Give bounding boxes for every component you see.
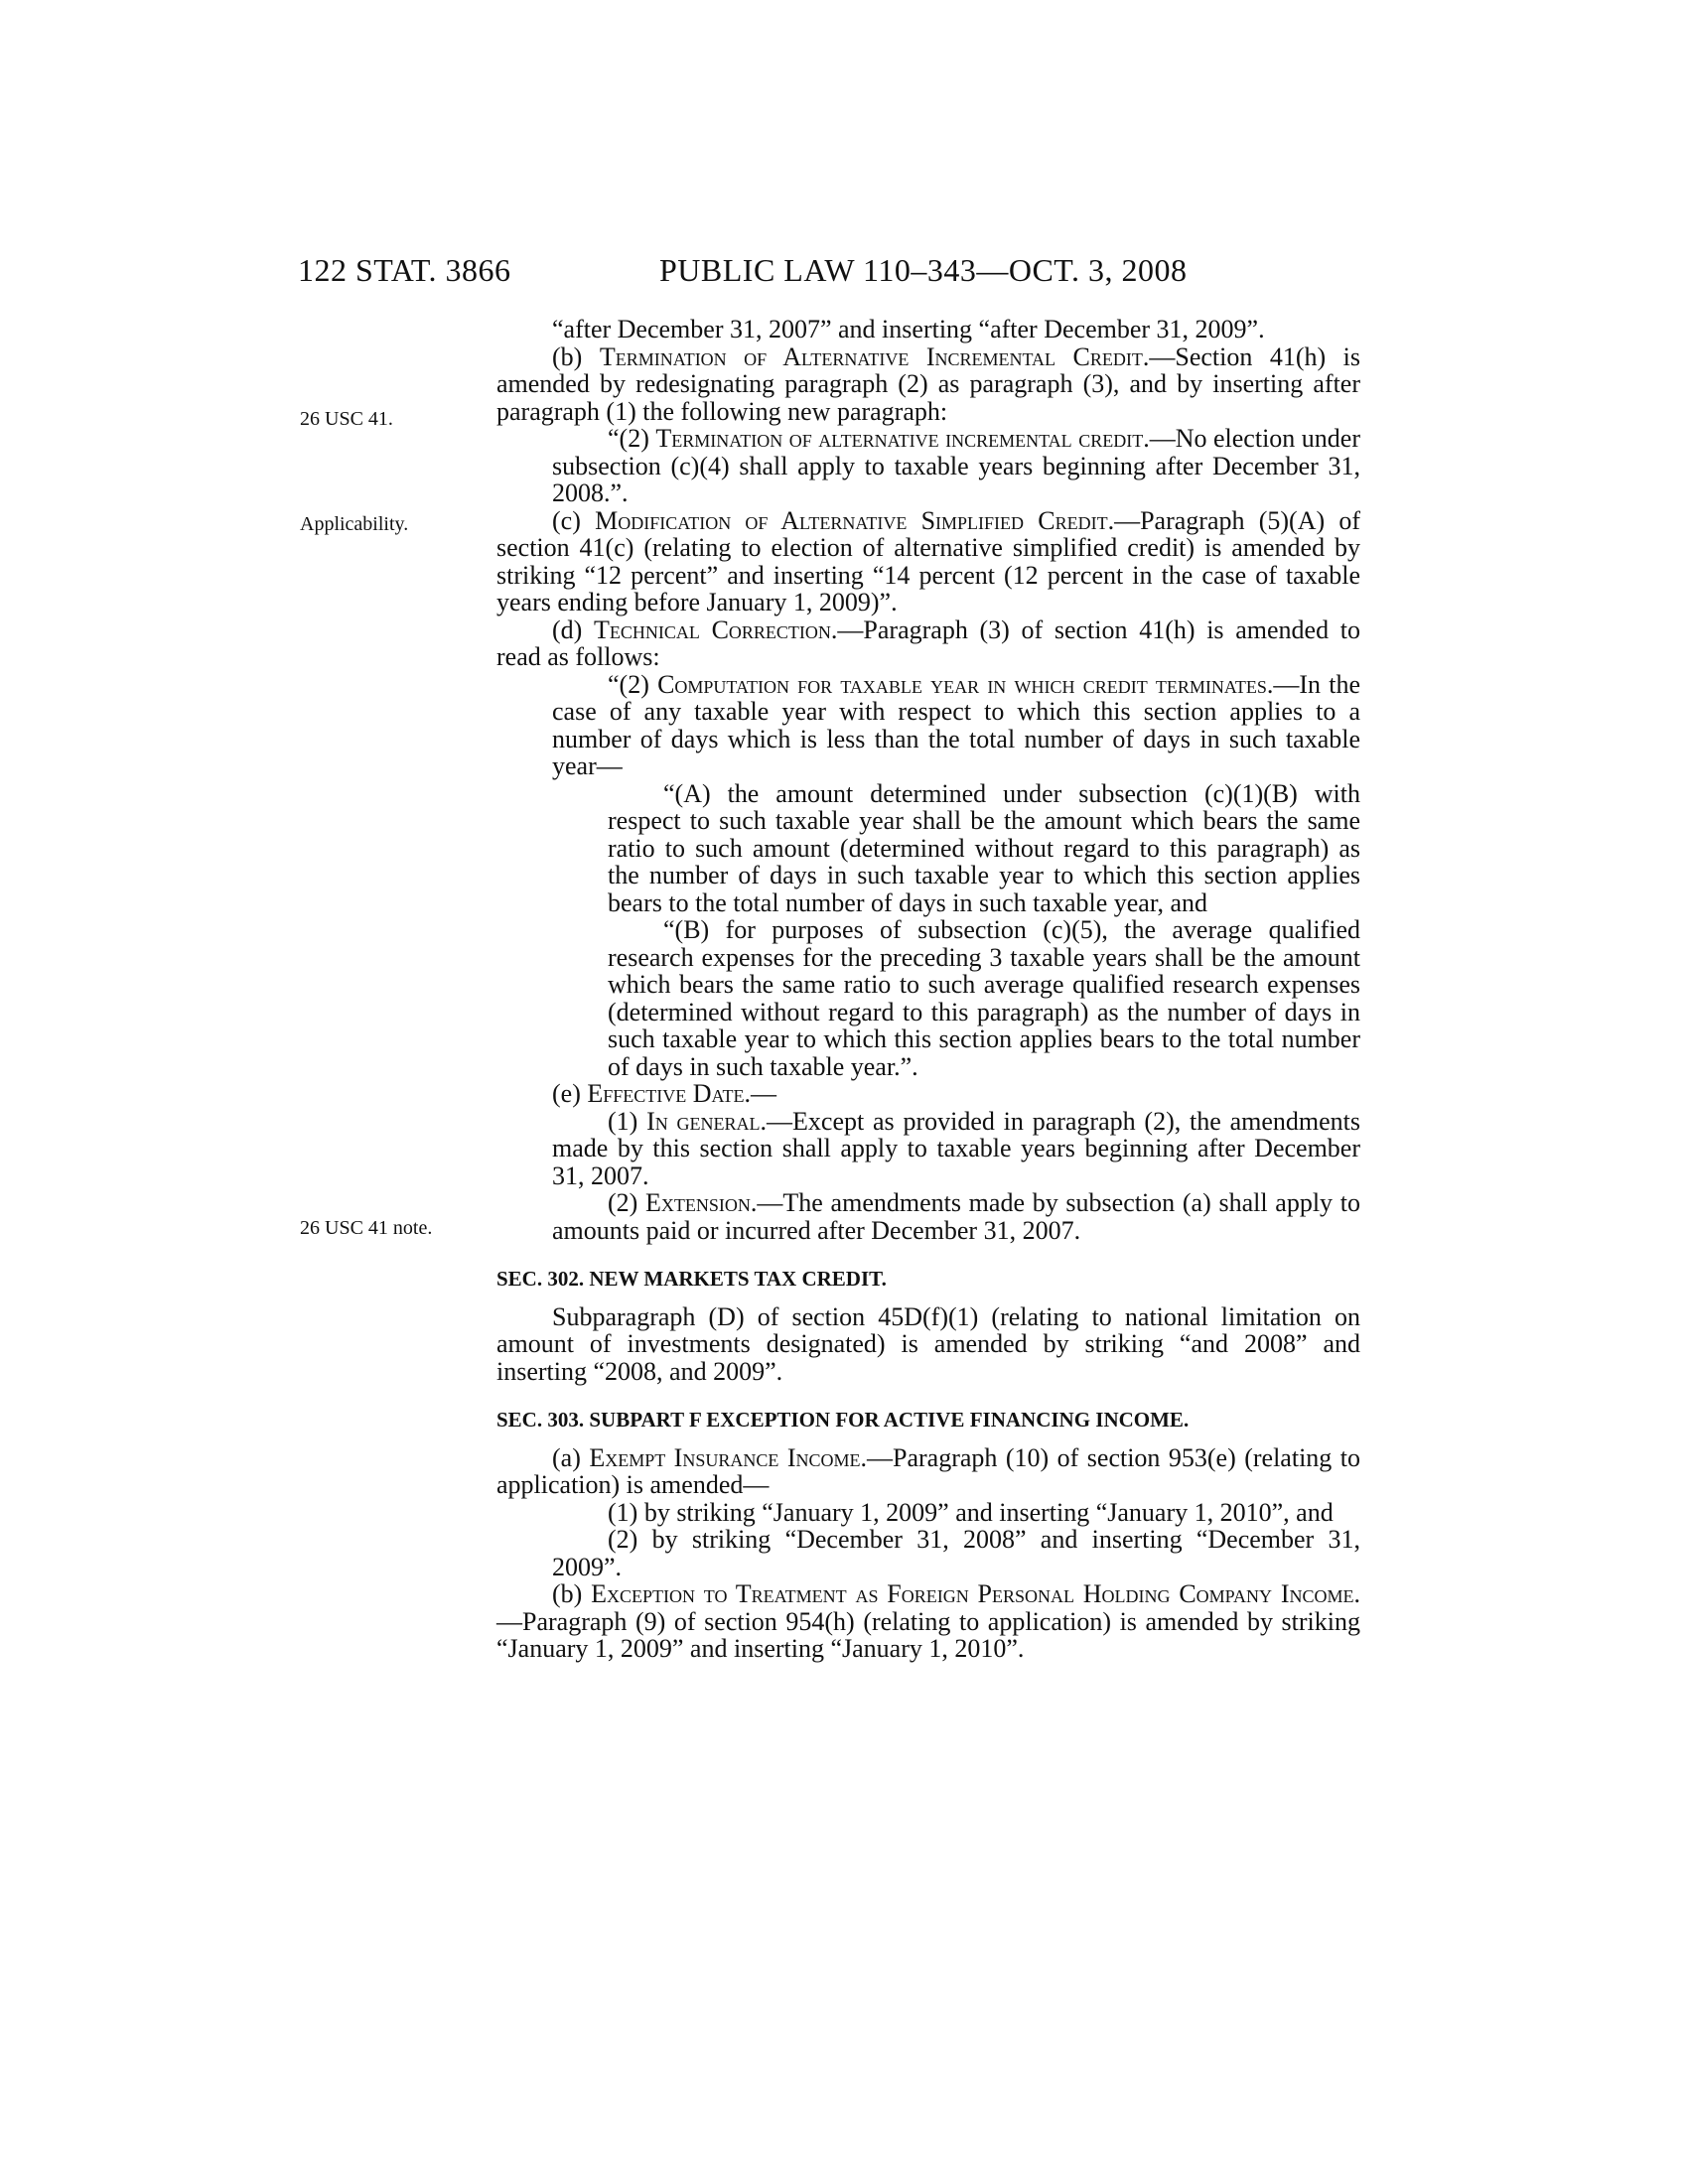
paragraph: (a) Exempt Insurance Income.—Paragraph (10) of section 953(e) (relating to application) is amended— bbox=[496, 1442, 1360, 1499]
paragraph: “(A) the amount determined under subsection (c)(1)(B) with respect to such taxable year shall be the amount which bears the same ratio to such amount (determined without regard to this paragraph) as the number of days in such taxable year to which this section applies bears to the total number of days in such taxable year, and bbox=[608, 778, 1360, 917]
body-text bbox=[496, 316, 1360, 1663]
heading: Exception to Treatment as Foreign Personal Holding Company Income bbox=[591, 1579, 1354, 1608]
stat-citation: 122 STAT. 3866 bbox=[298, 252, 511, 288]
heading: In general bbox=[646, 1106, 761, 1136]
margin-note-usc41: 26 USC 41. bbox=[300, 408, 393, 430]
heading: Modification of Alternative Simplified Credit bbox=[595, 505, 1108, 535]
paragraph: (d) Technical Correction.—Paragraph (3) of section 41(h) is amended to read as follows: bbox=[496, 614, 1360, 671]
paragraph: (b) Exception to Treatment as Foreign Personal Holding Company Income.—Paragraph (9) of section 954(h) (relating to application) is amended by striking “January 1, 2009” and inserting “January 1, 2010”. bbox=[496, 1579, 1360, 1663]
paragraph: (b) Termination of Alternative Incremental Credit.—Section 41(h) is amended by redesignating paragraph (2) as paragraph (3), and by inserting after paragraph (1) the following new paragraph: bbox=[496, 341, 1360, 426]
section-heading-302: SEC. 302. NEW MARKETS TAX CREDIT. bbox=[496, 1267, 887, 1291]
paragraph: (1) In general.—Except as provided in paragraph (2), the amendments made by this section shall apply to taxable years beginning after December 31, 2007. bbox=[552, 1106, 1360, 1190]
paragraph: (2) Extension.—The amendments made by subsection (a) shall apply to amounts paid or incurred after December 31, 2007. bbox=[552, 1188, 1360, 1245]
heading: Termination of Alternative Incremental Credit bbox=[599, 341, 1143, 371]
paragraph: Subparagraph (D) of section 45D(f)(1) (relating to national limitation on amount of investments designated) is amended by striking “and 2008” and inserting “2008, and 2009”. bbox=[496, 1301, 1360, 1386]
paragraph: “after December 31, 2007” and inserting “after December 31, 2009”. bbox=[552, 315, 1265, 343]
paragraph: (e) Effective Date.— bbox=[552, 1079, 777, 1108]
margin-note-usc41-note: 26 USC 41 note. bbox=[300, 1217, 433, 1239]
margin-note-applicability: Applicability. bbox=[300, 513, 409, 535]
section-heading-303: SEC. 303. SUBPART F EXCEPTION FOR ACTIVE FINANCING INCOME. bbox=[496, 1408, 1190, 1432]
running-header: PUBLIC LAW 110–343—OCT. 3, 2008 bbox=[659, 252, 1188, 288]
heading: Technical Correction bbox=[594, 614, 831, 644]
paragraph: (1) by striking “January 1, 2009” and inserting “January 1, 2010”, and bbox=[608, 1497, 1334, 1527]
heading: Extension bbox=[645, 1188, 751, 1217]
heading: Termination of alternative incremental credit bbox=[655, 424, 1144, 453]
heading: Exempt Insurance Income bbox=[589, 1442, 861, 1472]
paragraph: (c) Modification of Alternative Simplified Credit.—Paragraph (5)(A) of section 41(c) (relating to election of alternative simplified credit) is amended by striking “12 percent” and inserting “14 percent (12 percent in the case of taxable years ending before January 1, 2009)”. bbox=[496, 505, 1361, 616]
paragraph: (2) by striking “December 31, 2008” and inserting “December 31, 2009”. bbox=[552, 1525, 1360, 1581]
paragraph: “(2) Computation for taxable year in which credit terminates.—In the case of any taxable year with respect to which this section applies to a number of days which is less than the total number of days in such taxable year— bbox=[552, 669, 1361, 780]
heading: Effective Date bbox=[587, 1079, 745, 1108]
paragraph: “(B) for purposes of subsection (c)(5), the average qualified research expenses for the preceding 3 taxable years shall be the amount which bears the same ratio to such average qualified research expenses (determined without regard to this paragraph) as the number of days in such taxable year to which this section applies bears to the total number of days in such taxable year.”. bbox=[608, 915, 1360, 1081]
heading: Computation for taxable year in which credit terminates bbox=[657, 669, 1267, 699]
paragraph: “(2) Termination of alternative incremental credit.—No election under subsection (c)(4) shall apply to taxable years beginning after December 31, 2008.”. bbox=[552, 424, 1361, 507]
